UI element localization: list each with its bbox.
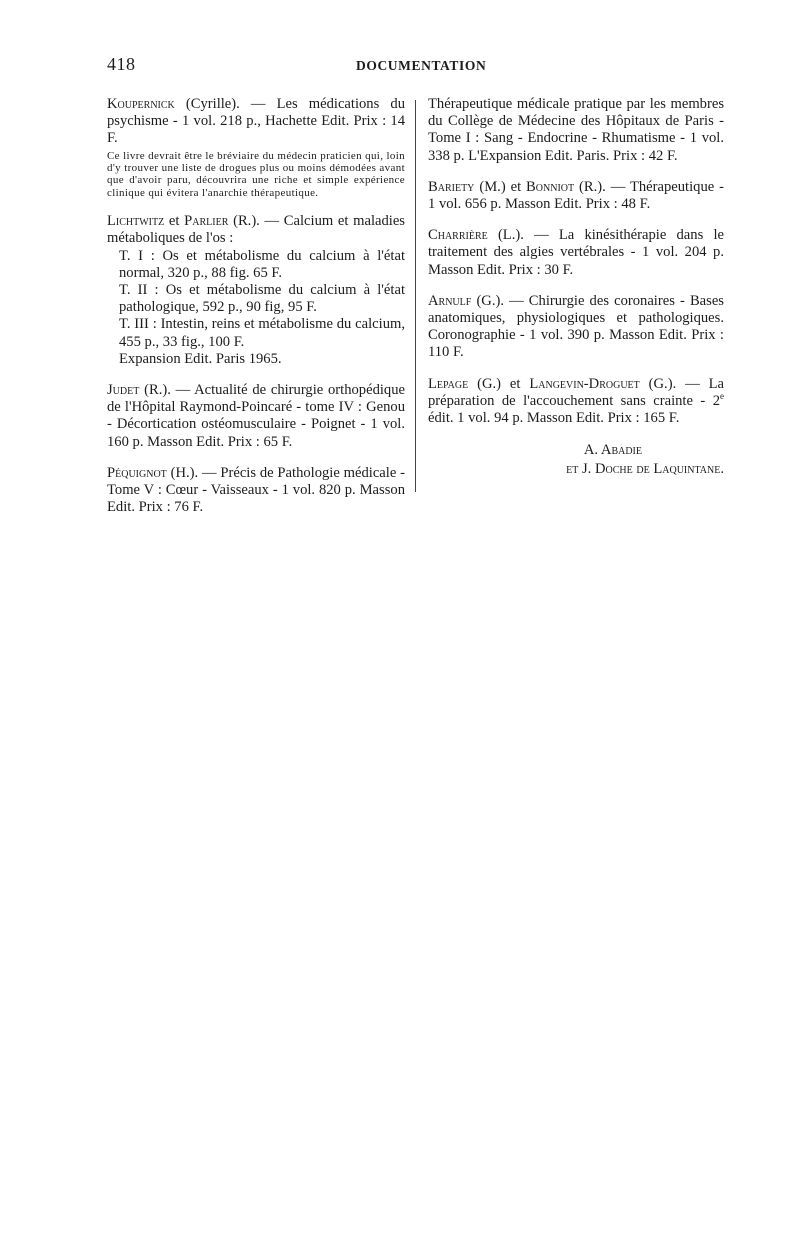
entry-author: Bariety xyxy=(428,178,475,195)
entry-author: Judet xyxy=(107,382,140,399)
entry-author: Langevin-Droguet xyxy=(529,375,640,392)
right-column xyxy=(428,96,724,479)
entry-author: Lepage xyxy=(428,375,469,392)
left-column xyxy=(107,96,405,530)
entry-therapeutique xyxy=(428,96,724,165)
entry-text: (H.). — Précis de Pathologie médicale - Tome V : Cœur - Vaisseaux - 1 vol. 820 p. Masson Edit. Prix : 76 F. xyxy=(107,464,405,516)
entry-publisher: Expansion Edit. Paris 1965. xyxy=(119,350,282,367)
entry-text: (L.). — La kinésithérapie dans le traitement des algies vertébrales - 1 vol. 204 p. Masson Edit. Prix : 30 F. xyxy=(428,227,724,278)
entry-author: Parlier xyxy=(184,213,229,230)
signature xyxy=(428,441,724,479)
signature-line: et J. Doche de Laquintane. xyxy=(566,461,724,478)
entry-charriere xyxy=(428,227,724,279)
entry-author: Péquignot xyxy=(107,464,167,481)
entry-lichtwitz xyxy=(107,213,405,368)
entry-volume-1: T. I : Os et métabolisme du calcium à l'état normal, 320 p., 88 fig. 65 F. xyxy=(119,247,405,281)
superscript: e xyxy=(720,390,724,401)
entry-lepage xyxy=(428,376,724,428)
entry-author: Lichtwitz xyxy=(107,213,165,230)
entry-text: Thérapeutique médicale pratique par les membres du Collège de Médecine des Hôpitaux de Paris - Tome I : Sang - Endocrine - Rhumatisme - 1 vol. 338 p. L'Expansion Edit. Paris. Prix : 42 F. xyxy=(428,96,724,164)
entry-conjunction: (G.) et xyxy=(477,375,521,392)
entry-judet xyxy=(107,382,405,451)
entry-conjunction: et xyxy=(168,213,180,230)
entry-text: (Cyrille). — Les médications du psychisme - 1 vol. 218 p., Hachette Edit. Prix : 14 F. xyxy=(107,96,405,147)
entry-volume-3: T. III : Intestin, reins et métabolisme du calcium, 455 p., 33 fig., 100 F. xyxy=(119,316,405,350)
entry-bariety xyxy=(428,179,724,213)
entry-note: Ce livre devrait être le bréviaire du médecin praticien qui, loin d'y trouver une liste de drogues plus ou moins démodées avant que d'avoir paru, découvrira une riche et simple expérience clinique qui évitera l'anarchie thérapeutique. xyxy=(107,149,405,199)
entry-author: Koupernick xyxy=(107,96,175,112)
entry-author: Arnulf xyxy=(428,292,472,309)
entry-conjunction: (M.) et xyxy=(479,178,522,195)
entry-text: (R.). — Actualité de chirurgie orthopédique de l'Hôpital Raymond-Poincaré - tome IV : Genou - Décortication ostéomusculaire - Poignet - 1 vol. 160 p. Masson Edit. Prix : 65 F. xyxy=(107,382,405,450)
column-rule xyxy=(415,100,416,492)
running-head: DOCUMENTATION xyxy=(356,58,487,73)
entry-arnulf xyxy=(428,293,724,362)
entry-text: (R.). — Calcium et maladies métaboliques de l'os : xyxy=(107,213,405,247)
entry-text: (G.). — Chirurgie des coronaires - Bases anatomiques, physiologiques et pathologiques. Coronographie - 1 vol. 390 p. Masson Edit. Prix : 110 F. xyxy=(428,292,724,361)
entry-author: Charrière xyxy=(428,227,488,244)
entry-koupernick xyxy=(107,96,405,199)
page-number: 418 xyxy=(107,54,136,74)
entry-pequignot xyxy=(107,465,405,517)
entry-text: (G.). — La préparation de l'accouchement sans crainte - 2 xyxy=(428,375,724,409)
entry-volume-2: T. II : Os et métabolisme du calcium à l'état pathologique, 592 p., 90 fig, 95 F. xyxy=(119,282,405,316)
signature-line: A. Abadie xyxy=(583,442,642,459)
entry-text: (R.). — Thérapeutique - 1 vol. 656 p. Masson Edit. Prix : 48 F. xyxy=(428,178,724,213)
entry-text: édit. 1 vol. 94 p. Masson Edit. Prix : 165 F. xyxy=(428,410,680,427)
entry-author: Bonniot xyxy=(526,178,575,195)
